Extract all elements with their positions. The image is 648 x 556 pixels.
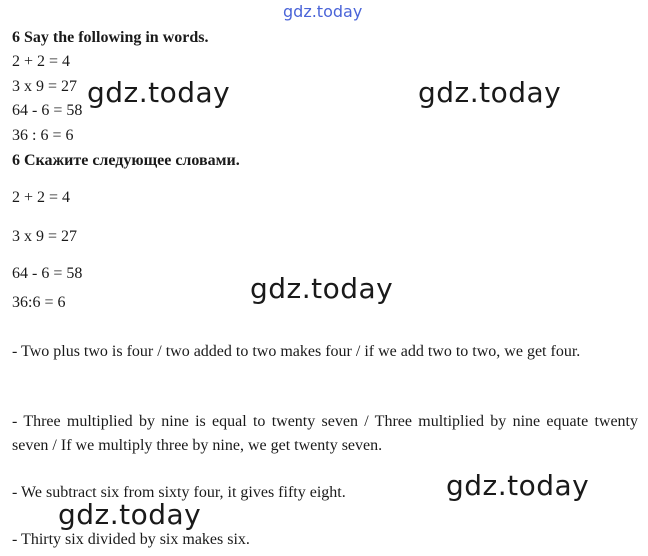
equation-en-4: 36 : 6 = 6 [12,127,74,144]
equation-ru-1: 2 + 2 = 4 [12,189,71,206]
exercise-heading-en: 6 Say the following in words. [12,29,209,46]
watermark: gdz.today [250,272,394,305]
answer-paragraph-4: - Thirty six divided by six makes six. [12,531,250,548]
equation-ru-2: 3 x 9 = 27 [12,228,78,245]
watermark: gdz.today [418,76,562,109]
watermark: gdz.today [87,76,231,109]
answer-paragraph-2: - Three multiplied by nine is equal to twenty seven / Three multiplied by nine equate twenty seven / If we multiply three by nine, we get twenty seven. [12,413,638,454]
equation-ru-3: 64 - 6 = 58 [12,265,83,282]
exercise-heading-ru: 6 Скажите следующее словами. [12,152,240,169]
watermark: gdz.today [58,498,202,531]
watermark: gdz.today [446,469,590,502]
answer-paragraph-1: - Two plus two is four / two added to two makes four / if we add two to two, we get four. [12,343,581,360]
equation-en-1: 2 + 2 = 4 [12,53,71,70]
top-watermark: gdz.today [283,2,363,21]
answer-paragraph-3: - We subtract six from sixty four, it gives fifty eight. [12,484,346,501]
equation-en-2: 3 x 9 = 27 [12,78,78,95]
equation-ru-4: 36:6 = 6 [12,294,66,311]
equation-en-3: 64 - 6 = 58 [12,102,83,119]
